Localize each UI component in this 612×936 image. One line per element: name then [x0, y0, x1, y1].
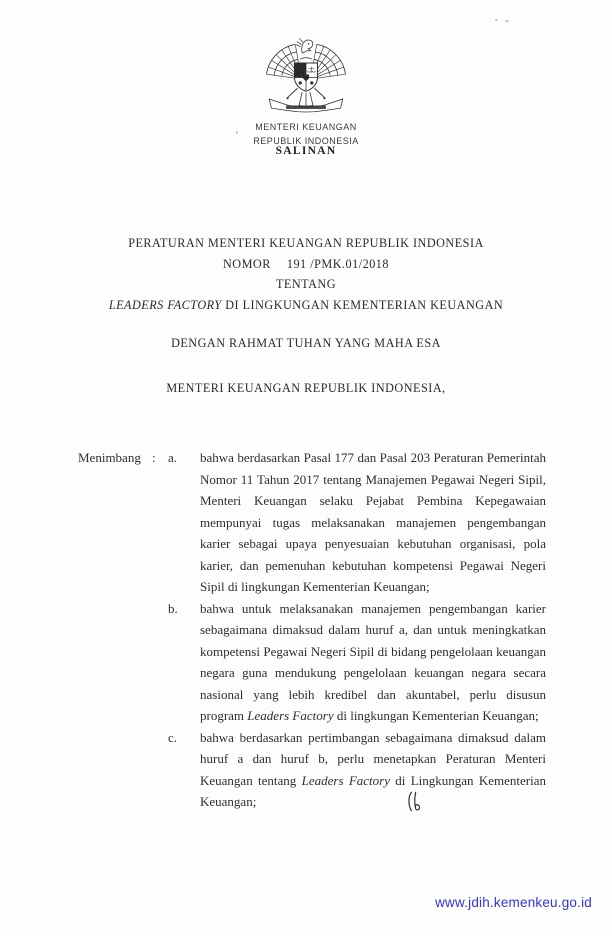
paraph-mark-icon	[406, 791, 421, 820]
scan-speck	[505, 20, 509, 22]
item-letter: a.	[168, 450, 178, 465]
ministry-line1: MENTERI KEUANGAN	[255, 122, 357, 132]
scan-speck	[495, 19, 498, 21]
regulation-title	[0, 233, 612, 316]
tentang-label: TENTANG	[275, 277, 337, 292]
considering-label: Menimbang	[78, 450, 141, 465]
item-text: bahwa berdasarkan Pasal 177 dan Pasal 203 Peraturan Pemerintah Nomor 11 Tahun 2017 tentang Manajemen Pegawai Negeri Sipil, Menteri Keuangan selaku Pejabat Pembina Kepegawaian mempunyai tugas melaksanakan manajemen pengembangan karier sebagai upaya penyesuaian kebutuhan organisasi, pola karier, dan pemenuhan kebutuhan kompetensi Pegawai Negeri Sipil di lingkungan Kementerian Keuangan;	[200, 450, 546, 594]
item-text: bahwa untuk melaksanakan manajemen pengembangan karier sebagaimana dimaksud dalam huruf a, dan untuk meningkatkan kompetensi Pegawai Negeri Sipil di bidang pengelolaan keuangan negara guna mendukung pengelolaan keuangan negara secara nasional yang lebih kredibel dan akuntabel, perlu disusun program Leaders Factory di lingkungan Kementerian Keuangan;	[200, 600, 546, 723]
title-subject: LEADERS FACTORY DI LINGKUNGAN KEMENTERIAN KEUANGAN	[108, 298, 504, 313]
considering-separator: :	[152, 450, 156, 465]
considering-item-c	[168, 727, 546, 813]
footer	[435, 895, 592, 910]
considering-item-b	[168, 598, 546, 727]
considering-section	[78, 447, 546, 813]
item-letter: c.	[168, 729, 178, 745]
authority-line: MENTERI KEUANGAN REPUBLIK INDONESIA,	[166, 381, 446, 395]
garuda-pancasila-emblem	[260, 36, 352, 121]
nomor-value: 191 /PMK.01/2018	[286, 256, 389, 271]
copy-stamp: SALINAN	[275, 145, 337, 157]
item-text: bahwa berdasarkan pertimbangan sebagaimana dimaksud dalam huruf a dan huruf b, perlu menetapkan Peraturan Menteri Keuangan tentang Leaders Factory di Lingkungan Kementerian Keuangan;	[200, 729, 546, 809]
title-line1: PERATURAN MENTERI KEUANGAN REPUBLIK INDONESIA	[128, 236, 484, 250]
jdih-website-link[interactable]: www.jdih.kemenkeu.go.id	[435, 895, 592, 910]
ministry-line2: REPUBLIK INDONESIA	[253, 135, 359, 146]
garuda-icon	[260, 36, 352, 116]
ministry-name	[0, 121, 612, 148]
title-nomor-line	[0, 254, 612, 275]
considering-item-a	[168, 447, 546, 598]
invocation-line: DENGAN RAHMAT TUHAN YANG MAHA ESA	[171, 336, 441, 350]
item-letter: b.	[168, 600, 178, 616]
considering-items	[168, 447, 546, 813]
nomor-label: NOMOR	[222, 256, 271, 271]
